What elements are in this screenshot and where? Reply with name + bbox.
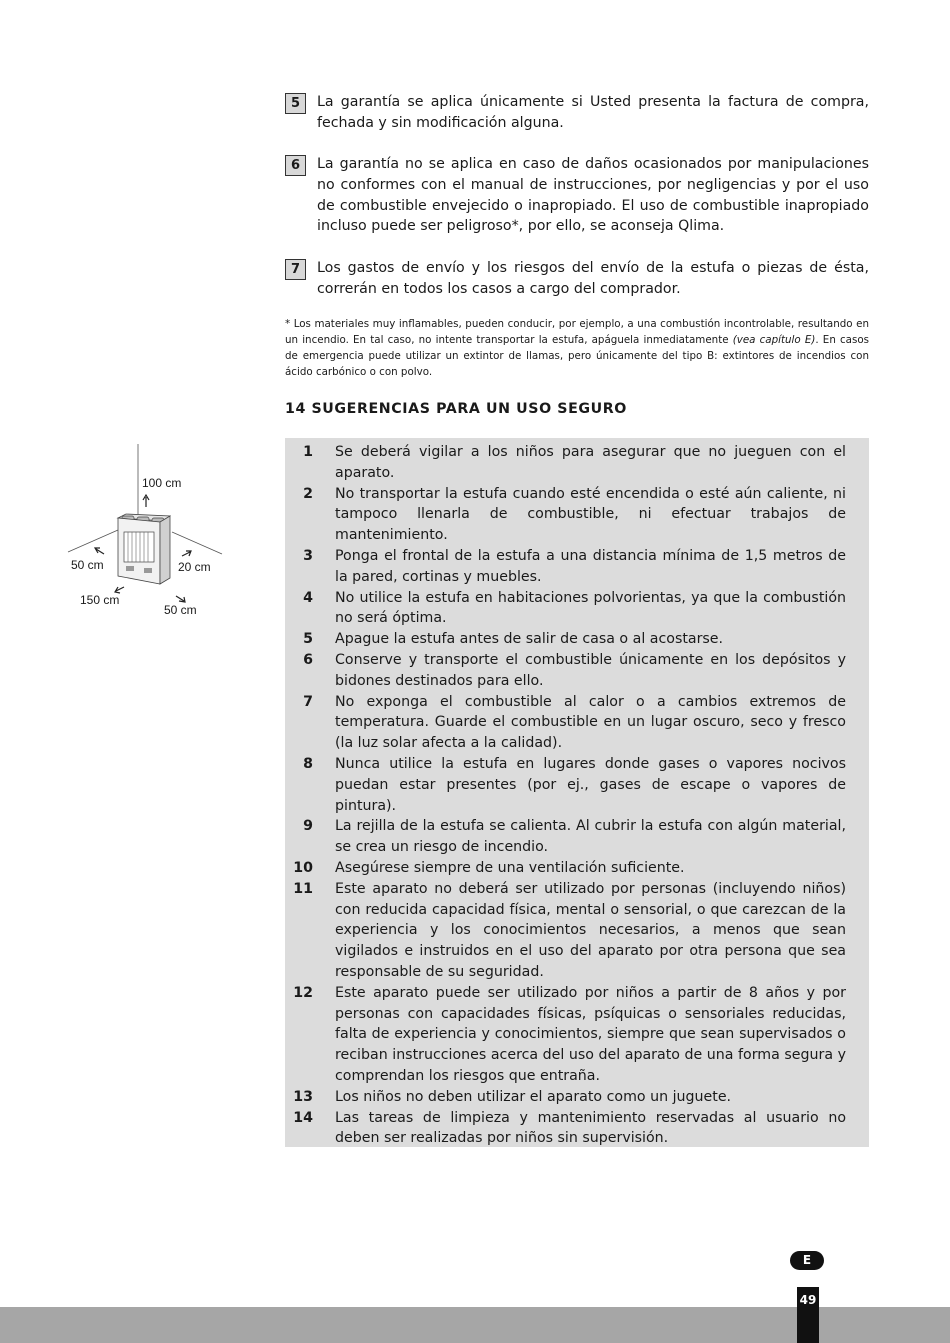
safety-tip-text: Los niños no deben utilizar el aparato como un juguete. <box>335 1088 732 1105</box>
safety-tip-number: 13 <box>293 1088 313 1105</box>
safety-tip-item <box>285 692 869 754</box>
safety-tip-item <box>285 629 869 650</box>
safety-tip-item <box>285 858 869 879</box>
safety-tip-item <box>285 1108 869 1150</box>
safety-tip-number: 2 <box>303 485 313 502</box>
safety-tip-item <box>285 754 869 816</box>
safety-tip-item <box>285 546 869 588</box>
up-arrow-icon <box>143 495 149 507</box>
safety-tip-text: Las tareas de limpieza y mantenimiento reservadas al usuario no deben ser realizadas por niños sin supervisión. <box>335 1109 846 1147</box>
safety-tip-item <box>285 650 869 692</box>
footnote-text-end: . En casos de emergencia puede utilizar un extintor de llamas, pero únicamente del tipo B: extintores de incendios con ácido carbónico o con polvo. <box>285 334 869 378</box>
front-right-clearance-label: 50 cm <box>164 603 197 617</box>
warranty-text: La garantía se aplica únicamente si Usted presenta la factura de compra, fechada y sin modificación alguna. <box>317 94 869 131</box>
safety-tip-item <box>285 1087 869 1108</box>
safety-tips-list <box>285 442 869 1149</box>
left-arrow-icon <box>95 548 104 554</box>
warranty-number-box: 6 <box>285 155 306 176</box>
safety-tip-item <box>285 983 869 1087</box>
safety-tip-text: Ponga el frontal de la estufa a una distancia mínima de 1,5 metros de la pared, cortinas y muebles. <box>335 547 846 585</box>
safety-tip-text: Este aparato no deberá ser utilizado por personas (incluyendo niños) con reducida capacidad física, mental o sensorial, o que carezcan de la experiencia y los conocimientos necesarios, a menos que sean vigilados e instruidos en el uso del aparato por otra persona que sea responsable de su seguridad. <box>335 880 846 980</box>
safety-tip-text: No utilice la estufa en habitaciones polvorientas, ya que la combustión no será óptima. <box>335 589 846 627</box>
heater-icon <box>118 514 170 584</box>
safety-tip-text: No transportar la estufa cuando esté encendida o esté aún caliente, ni tampoco llenarla de combustible, ni efectuar trabajos de mantenimiento. <box>335 485 846 544</box>
safety-tip-number: 11 <box>293 880 313 897</box>
safety-tips-box <box>285 438 869 1147</box>
safety-tip-number: 7 <box>303 693 313 710</box>
safety-tip-item <box>285 442 869 484</box>
language-badge: E <box>790 1251 824 1270</box>
warranty-text: Los gastos de envío y los riesgos del envío de la estufa o piezas de ésta, correrán en todos los casos a cargo del comprador. <box>317 260 869 297</box>
right-clearance-label: 20 cm <box>178 560 211 574</box>
safety-tip-number: 8 <box>303 755 313 772</box>
safety-tip-number: 3 <box>303 547 313 564</box>
safety-tip-text: Asegúrese siempre de una ventilación suficiente. <box>335 859 685 876</box>
warranty-number-box: 7 <box>285 259 306 280</box>
safety-tip-number: 1 <box>303 444 313 460</box>
top-clearance-label: 100 cm <box>142 476 182 490</box>
right-arrow-icon <box>182 551 191 556</box>
footnote-chapter-reference: (vea capítulo E) <box>732 334 816 346</box>
safety-tip-number: 9 <box>303 818 313 835</box>
safety-tip-item <box>285 588 869 630</box>
safety-tip-text: Este aparato puede ser utilizado por niños a partir de 8 años y por personas con capacidades físicas, psíquicas o sensoriales reducidas, falta de experiencia y conocimientos, siempre que sean supervisados o reciban instrucciones acerca del uso del aparato de una forma segura y comprendan los riesgos que entraña. <box>335 984 846 1084</box>
safety-tip-text: Apague la estufa antes de salir de casa o al acostarse. <box>335 631 724 648</box>
page-number: 49 <box>797 1287 819 1343</box>
warranty-number-box: 5 <box>285 93 306 114</box>
footnote <box>285 316 869 380</box>
safety-tip-number: 5 <box>303 631 313 648</box>
clearance-diagram <box>60 438 240 628</box>
safety-tip-text: No exponga el combustible al calor o a cambios extremos de temperatura. Guarde el combustible en un lugar oscuro, seco y fresco (la luz solar afecta a la calidad). <box>335 693 846 752</box>
safety-tip-text: Nunca utilice la estufa en lugares donde gases o vapores nocivos puedan estar presentes (por ej., gases de escape o vapores de pintura). <box>335 755 846 814</box>
safety-tip-number: 10 <box>293 859 313 876</box>
heater-clearance-illustration <box>60 438 240 628</box>
section-title: 14 SUGERENCIAS PARA UN USO SEGURO <box>285 401 627 417</box>
safety-tip-text: Se deberá vigilar a los niños para asegurar que no jueguen con el aparato. <box>335 444 846 481</box>
safety-tip-item <box>285 879 869 983</box>
left-floor-line <box>68 530 118 552</box>
safety-tip-text: La rejilla de la estufa se calienta. Al cubrir la estufa con algún material, se crea un riesgo de incendio. <box>335 818 846 856</box>
safety-tip-item <box>285 484 869 546</box>
safety-tip-number: 4 <box>303 589 313 606</box>
safety-tip-item <box>285 816 869 858</box>
safety-tip-number: 14 <box>293 1109 313 1126</box>
safety-tip-number: 6 <box>303 651 313 668</box>
safety-tip-text: Conserve y transporte el combustible únicamente en los depósitos y bidones destinados para ello. <box>335 651 846 689</box>
safety-tip-number: 12 <box>293 984 313 1001</box>
right-floor-line <box>172 532 222 554</box>
warranty-text: La garantía no se aplica en caso de daños ocasionados por manipulaciones no conformes con el manual de instrucciones, por negligencias y por el uso de combustible envejecido o inapropiado. El uso de combustible inapropiado incluso puede ser peligroso*, por ello, se aconseja Qlima. <box>317 156 869 235</box>
left-clearance-label: 50 cm <box>71 558 104 572</box>
front-left-clearance-label: 150 cm <box>80 593 120 607</box>
footnote-text-start: * Los materiales muy inflamables, pueden conducir, por ejemplo, a una combustión incontrolable, resultando en un incendio. En tal caso, no intente transportar la estufa, apáguela inmediatamente <box>285 318 869 346</box>
front-right-arrow-icon <box>176 596 185 602</box>
